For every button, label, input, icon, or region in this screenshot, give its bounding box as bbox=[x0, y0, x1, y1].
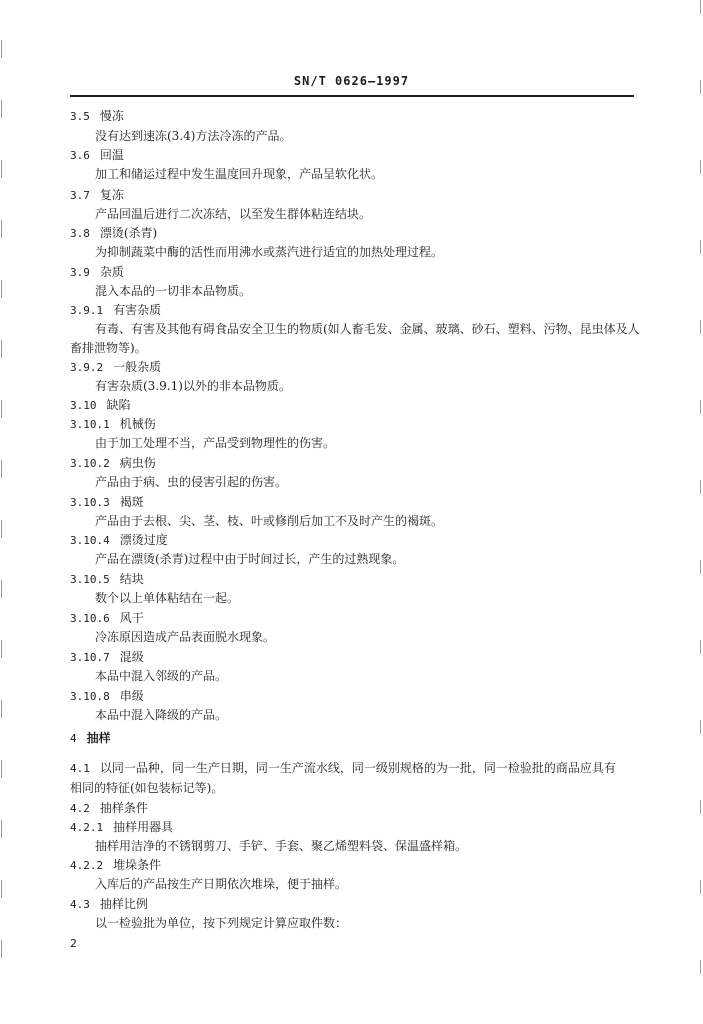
clause-heading bbox=[70, 455, 156, 472]
standard-code-header: SN/T 0626—1997 bbox=[293, 74, 410, 88]
clause-title: 抽样比例 bbox=[99, 897, 148, 911]
clause-heading bbox=[70, 649, 144, 666]
clause-heading bbox=[70, 800, 148, 817]
continuation-line: 相同的特征(如包装标记等)。 bbox=[70, 781, 224, 795]
header-rule bbox=[70, 95, 634, 97]
clause-title: 风干 bbox=[119, 611, 144, 625]
continuation-line: 畜排泄物等)。 bbox=[70, 341, 147, 355]
clause-text: 产品在漂烫(杀青)过程中由于时间过长，产生的过熟现象。 bbox=[95, 552, 405, 566]
clause-title: 漂烫(杀青) bbox=[99, 226, 158, 240]
clause-title: 有害杂质 bbox=[113, 303, 162, 317]
clause-number: 4.2 bbox=[70, 802, 90, 815]
scan-edge-left bbox=[1, 40, 2, 1000]
clause-text: 以一检验批为单位，按下列规定计算应取件数： bbox=[95, 916, 348, 930]
clause-text: 入库后的产品按生产日期依次堆垛，便于抽样。 bbox=[95, 877, 348, 891]
clause-title: 混级 bbox=[119, 650, 144, 664]
clause-title: 慢冻 bbox=[99, 109, 124, 123]
clause-title: 机械伤 bbox=[119, 417, 156, 431]
clause-text: 产品由于去根、尖、茎、枝、叶或修削后加工不及时产生的褐斑。 bbox=[95, 514, 444, 528]
clause-title: 结块 bbox=[119, 572, 144, 586]
clause-number: 3.5 bbox=[70, 110, 90, 123]
clause-text: 加工和储运过程中发生温度回升现象，产品呈软化状。 bbox=[95, 167, 384, 181]
clause-title: 复冻 bbox=[99, 188, 124, 202]
clause-heading bbox=[70, 532, 168, 549]
clause-number: 4 bbox=[70, 732, 77, 745]
clause-title: 杂质 bbox=[99, 265, 124, 279]
clause-heading bbox=[70, 264, 124, 281]
clause-text: 由于加工处理不当，产品受到物理性的伤害。 bbox=[95, 436, 336, 450]
clause-title: 抽样 bbox=[86, 731, 111, 745]
clause-heading bbox=[70, 896, 148, 913]
clause-number: 3.10.5 bbox=[70, 573, 110, 586]
clause-heading bbox=[70, 225, 157, 242]
clause-title: 褐斑 bbox=[119, 495, 144, 509]
clause-heading bbox=[70, 571, 144, 588]
clause-title: 抽样条件 bbox=[99, 801, 148, 815]
clause-number: 3.6 bbox=[70, 149, 90, 162]
clause-title: 缺陷 bbox=[106, 398, 131, 412]
clause-text: 没有达到速冻(3.4)方法冷冻的产品。 bbox=[95, 129, 292, 143]
clause-text: 冷冻原因造成产品表面脱水现象。 bbox=[95, 630, 276, 644]
clause-heading bbox=[70, 147, 124, 164]
section-heading bbox=[70, 730, 111, 747]
clause-text: 本品中混入降级的产品。 bbox=[95, 708, 228, 722]
clause-title: 堆垛条件 bbox=[113, 858, 162, 872]
clause-text: 产品由于病、虫的侵害引起的伤害。 bbox=[95, 475, 288, 489]
clause-number: 3.10.4 bbox=[70, 534, 110, 547]
clause-number: 3.10.3 bbox=[70, 496, 110, 509]
clause-heading bbox=[70, 610, 144, 627]
clause-number: 4.3 bbox=[70, 898, 90, 911]
clause-title: 抽样用器具 bbox=[113, 820, 174, 834]
clause-title: 病虫伤 bbox=[119, 456, 156, 470]
clause-number: 3.10.7 bbox=[70, 651, 110, 664]
clause-text: 产品回温后进行二次冻结，以至发生群体粘连结块。 bbox=[95, 207, 372, 221]
clause-number: 3.9.2 bbox=[70, 361, 104, 374]
clause-heading bbox=[70, 397, 131, 414]
clause-title: 串级 bbox=[119, 689, 144, 703]
clause-number: 4.1 bbox=[70, 762, 90, 775]
clause-text: 有毒、有害及其他有碍食品安全卫生的物质(如人畜毛发、金属、玻璃、砂石、塑料、污物、昆虫体及人 bbox=[95, 322, 640, 336]
clause-text: 有害杂质(3.9.1)以外的非本品物质。 bbox=[95, 379, 291, 393]
clause-title: 一般杂质 bbox=[113, 360, 162, 374]
clause-heading bbox=[70, 688, 144, 705]
clause-heading bbox=[70, 819, 173, 836]
clause-number: 3.10.6 bbox=[70, 612, 110, 625]
clause-number: 3.10.2 bbox=[70, 457, 110, 470]
clause-title: 以同一品种，同一生产日期，同一生产流水线，同一级别规格的为一批，同一检验批的商品应具有 bbox=[99, 761, 616, 775]
clause-title: 漂烫过度 bbox=[119, 533, 168, 547]
clause-heading bbox=[70, 187, 124, 204]
clause-number: 3.10 bbox=[70, 399, 97, 412]
clause-number: 3.9 bbox=[70, 266, 90, 279]
clause-number: 3.7 bbox=[70, 189, 90, 202]
clause-text: 数个以上单体粘结在一起。 bbox=[95, 591, 240, 605]
clause-number: 4.2.2 bbox=[70, 859, 104, 872]
clause-heading bbox=[70, 857, 161, 874]
clause-heading bbox=[70, 494, 144, 511]
clause-number: 3.10.1 bbox=[70, 418, 110, 431]
clause-text: 混入本品的一切非本品物质。 bbox=[95, 284, 252, 298]
page-number: 2 bbox=[70, 937, 77, 950]
clause-text: 本品中混入邻级的产品。 bbox=[95, 669, 228, 683]
clause-heading bbox=[70, 302, 161, 319]
clause-heading bbox=[70, 108, 124, 125]
clause-number: 3.9.1 bbox=[70, 304, 104, 317]
clause-heading bbox=[70, 416, 156, 433]
clause-number: 3.8 bbox=[70, 227, 90, 240]
clause-number: 3.10.8 bbox=[70, 690, 110, 703]
clause-title: 回温 bbox=[99, 148, 124, 162]
clause-heading bbox=[70, 760, 616, 777]
clause-text: 抽样用洁净的不锈钢剪刀、手铲、手套、聚乙烯塑料袋、保温盛样箱。 bbox=[95, 839, 468, 853]
clause-heading bbox=[70, 359, 161, 376]
scan-edge-right bbox=[700, 0, 701, 1024]
clause-number: 4.2.1 bbox=[70, 821, 104, 834]
clause-text: 为抑制蔬菜中酶的活性而用沸水或蒸汽进行适宜的加热处理过程。 bbox=[95, 245, 444, 259]
